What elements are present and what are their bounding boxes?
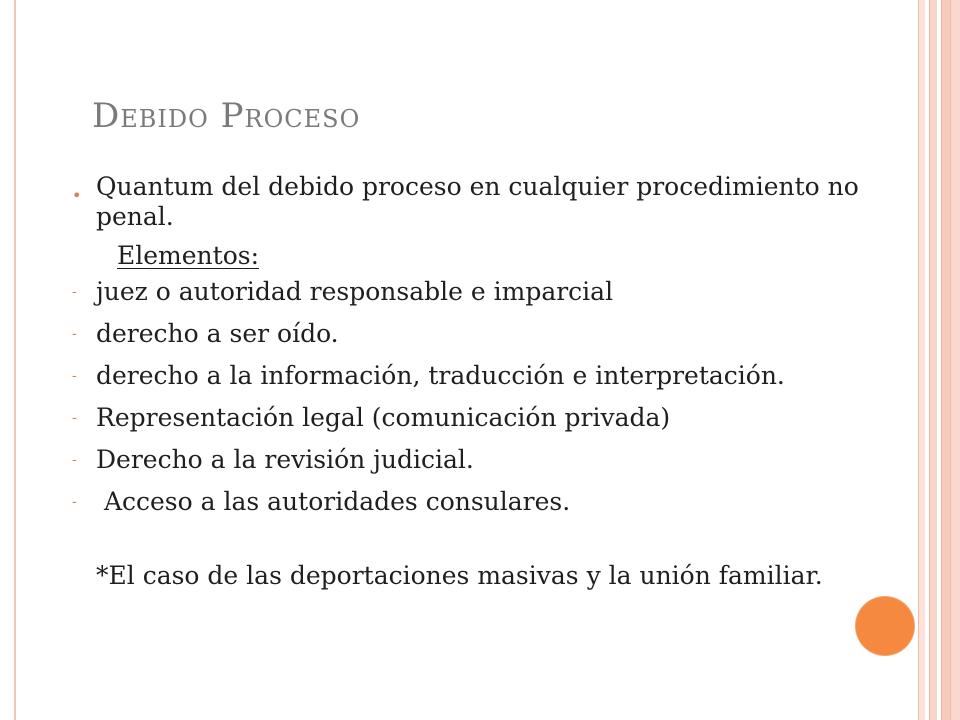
dash-marker: - <box>72 368 77 384</box>
orange-circle-decoration <box>856 597 914 655</box>
stripe <box>941 0 950 720</box>
left-frame-border <box>0 0 16 720</box>
list-item-text: Representación legal (comunicación privada) <box>96 403 671 432</box>
stripe <box>929 0 937 720</box>
list-item <box>72 445 912 475</box>
list-item <box>72 403 912 433</box>
right-decorative-stripes <box>918 0 960 720</box>
dash-marker: - <box>72 452 77 468</box>
stripe <box>950 0 960 720</box>
main-point <box>72 172 912 232</box>
slide-content <box>72 172 912 591</box>
main-point-text: Quantum del debido proceso en cualquier procedimiento no penal. <box>96 172 859 231</box>
dash-marker: - <box>72 494 77 510</box>
dash-marker: - <box>72 326 77 342</box>
elementos-label: Elementos: <box>117 241 259 270</box>
note-text: *El caso de las deportaciones masivas y la unión familiar. <box>96 561 823 590</box>
list-item <box>72 487 912 517</box>
list-item <box>72 361 912 391</box>
bullet-marker: • <box>72 186 82 205</box>
stripe <box>918 0 925 720</box>
dash-marker: - <box>72 284 77 300</box>
list-item-text: derecho a ser oído. <box>96 319 339 348</box>
dash-marker: - <box>72 410 77 426</box>
list-item-text: derecho a la información, traducción e interpretación. <box>96 361 785 390</box>
list-item <box>72 277 912 307</box>
list-item-text: juez o autoridad responsable e imparcial <box>96 277 614 306</box>
elementos-heading <box>72 241 912 271</box>
list-item-text: Derecho a la revisión judicial. <box>96 445 474 474</box>
slide-title: Debido Proceso <box>92 96 361 136</box>
list-item <box>72 319 912 349</box>
list-item-text: Acceso a las autoridades consulares. <box>96 487 571 516</box>
